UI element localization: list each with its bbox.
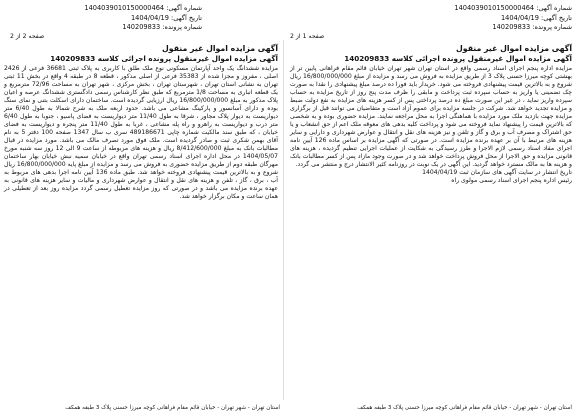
page-number: صفحه 2 از 2: [10, 33, 45, 40]
notice-number: شماره آگهی: 1404039010150000464: [454, 4, 572, 12]
right-page-content: [290, 44, 572, 185]
page-number: صفحه 1 از 2: [290, 33, 325, 40]
case-number: شماره پرونده: 140209833: [122, 23, 202, 31]
case-number: شماره پرونده: 140209833: [492, 23, 572, 31]
notice-number: شماره آگهی: 1404039010150000464: [84, 4, 202, 12]
notice-date: تاریخ آگهی: 1404/04/19: [500, 13, 572, 22]
notice-subtitle: آگهی مزایده اموال غیرمنقول پرونده اجرائی کلاسه 140209833: [344, 54, 572, 63]
left-header-meta: [62, 4, 202, 33]
page-divider: [283, 40, 284, 400]
left-page-content: [4, 44, 278, 201]
notice-title: آگهی مزایده اموال غیر منقول: [456, 44, 572, 53]
right-header-meta: [422, 4, 572, 33]
notice-body: مزایده ششدانگ یک واحد آپارتمان مسکونی نوع ملک طلق با کاربری به پلاک ثبتی 36681 فرعی از 2426 اصلی ، مفروز و مجزا شده از 35383 فرعی از اصلی مذکور ، قطعه 8 در طبقه 4 واقع در بخش 11 ثبتی تهران به نشانی استان تهران ، شهرستان تهران ، بخش مرکزی ، شهر تهران به مساحت 72/96 مترمربع و یک قطعه انباری به مساحت 1/8 مترمربع که طبق نظر کارشناس رسمی دادگستری ششدانگ عرصه و اعیان پلاک مذکور به مبلغ 16/800/000/000 ریال ارزیابی گردیده است. ساختمان دارای اسکلت بتنی و نمای سنگ بوده و دارای آسانسور و پارکینگ مشاعی می باشد. حدود اربعه ملک به شرح شمالا به طول 6/40 متر دیواریست به دیوار پلاک مجاور ، شرقا به طول 11/40 متر دیواریست به فضای پاسیو ، جنوبا به طول 6/40 متر درب و دیواریست به راهرو و راه پله مشاعی ، غربا به طول 11/40 متر پنجره و دیواریست به فضای خیابان ، که طبق سند مالکیت شماره چاپی 489186671 سری ب سال 1347 صفحه 100 دفتر 5 به نام آقای بهمن شکری ثبت و صادر گردیده است. ملک فوق مورد تصرف مالک می باشد. مورد مزایده در قبال مطالبات بانک به مبلغ 8/412/600/000 ریال و هزینه های مربوطه از ساعت 9 الی 12 روز سه شنبه مورخ 1404/05/07 در محل اداره اجرای اسناد رسمی تهران واقع در خیابان سمیه نبش خیابان بهار ساختمان مهرگان طبقه دوم از طریق مزایده حضوری به فروش می رسد و مزایده از مبلغ پایه 16/800/000/000 ریال شروع و به بالاترین قیمت پیشنهادی فروخته خواهد شد. طبق ماده 136 آیین نامه اجرا بدهی های مربوط به آب ، برق ، گاز ، تلفن و هزینه های نقل و انتقال و عوارض شهرداری و مالیات و سایر هزینه های قانونی به عهده برنده مزایده می باشد و در صورتی که روز مزایده تعطیل رسمی گردد مزایده روز بعد از تعطیلی در همان ساعت و مکان برگزار خواهد شد.: [4, 64, 279, 201]
notice-body: مزایده اداره پنجم اجرای اسناد رسمی واقع در استان تهران شهر تهران خیابان قائم مقام فراهانی پایین تر از بهشتی کوچه میرزا حسنی پلاک 3 از طریق مزایده به فروش می رسد و مزایده از مبلغ 16/800/000/000 ریال شروع و به بالاترین قیمت پیشنهادی فروخته می شود. خریدار باید فورا ده درصد مبلغ پیشنهادی را نقدا به صورت چک تضمینی یا واریز به حساب سپرده ثبت پرداخت و مابقی را ظرف مدت پنج روز از تاریخ مزایده به حساب سپرده واریز نماید ، در غیر این صورت مبلغ ده درصد پرداختی پس از کسر هزینه های مزایده به نفع دولت ضبط و مزایده تجدید خواهد شد. شرکت در جلسه مزایده برای عموم آزاد است و متقاضیان می توانند قبل از برگزاری مزایده جهت بازدید ملک مورد مزایده با هماهنگی اجرا به محل مراجعه نمایند. مزایده حضوری بوده و به شخصی که بالاترین قیمت را پیشنهاد نماید فروخته می شود و پرداخت کلیه بدهی های معوقه ملک اعم از حق انشعاب و یا حق اشتراک و مصرف آب و برق و گاز و تلفن و نیز هزینه های نقل و انتقال و عوارض شهرداری و دارایی و سایر هزینه های مرتبط با آن بر عهده برنده مزایده است. در صورتی که آگهی مزایده بر اساس ماده 126 آیین نامه اجرای مفاد اسناد رسمی لازم الاجرا و طرز رسیدگی به شکایت از عملیات اجرایی تنظیم گردیده ، هزینه های قانونی مزایده و حق الاجرا از محل فروش پرداخت خواهد شد و در صورت وجود مازاد پس از کسر مطالبات بانک و هزینه ها به مالک مسترد خواهد گردید. این آگهی در یک نوبت در روزنامه کثیر الانتشار درج و منتشر می گردد.: [290, 64, 572, 169]
notice-subtitle: آگهی مزایده اموال غیرمنقول پرونده اجرائی کلاسه 140209833: [50, 54, 278, 63]
signature-line: رئیس اداره پنجم اجرای اسناد رسمی مولوی راه: [451, 177, 572, 185]
publish-date-line: تاریخ انتشار در سایت آگهی های سازمان ثبت 1404/04/19: [422, 169, 572, 177]
notice-date: تاریخ آگهی: 1404/04/19: [130, 13, 202, 22]
notice-title: آگهی مزایده اموال غیر منقول: [162, 44, 278, 53]
footer-address: استان تهران - شهر تهران - خیابان قائم مقام فراهانی کوچه میرزا حسنی پلاک 3 طبقه همکف: [357, 405, 572, 411]
footer-address: استان تهران - شهر تهران - خیابان قائم مقام فراهانی کوچه میرزا حسنی پلاک 3 طبقه همکف: [65, 405, 280, 411]
